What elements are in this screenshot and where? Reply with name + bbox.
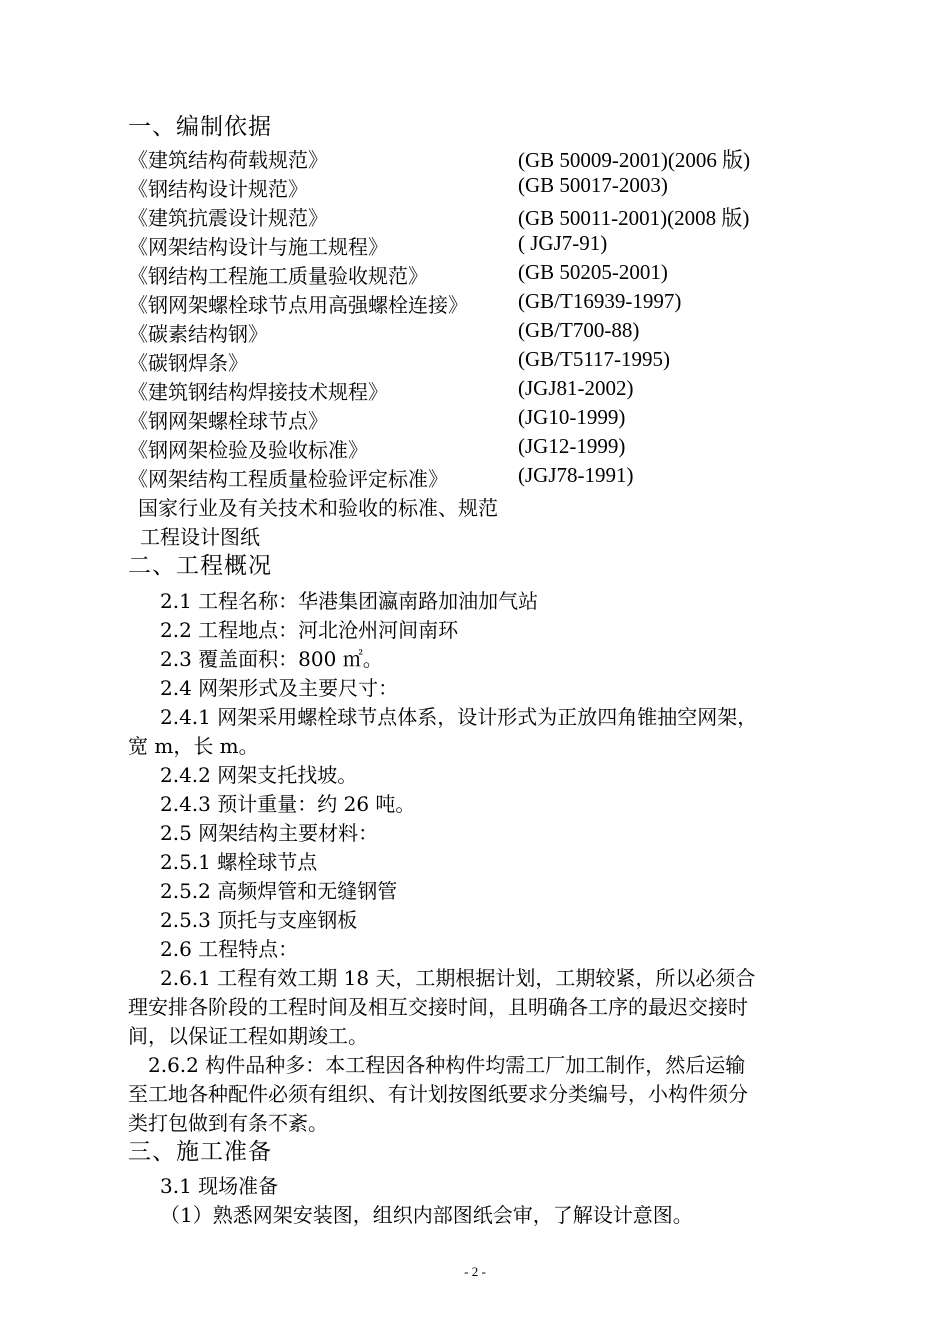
reference-row <box>128 318 828 347</box>
reference-title: 《碳素结构钢》 <box>128 322 268 346</box>
overview-item: 2.4 网架形式及主要尺寸： <box>160 676 399 700</box>
basis-extra-standards: 国家行业及有关技术和验收的标准、规范 <box>138 496 498 520</box>
overview-item: 2.4.2 网架支托找坡。 <box>160 763 358 787</box>
reference-title: 《钢网架螺栓球节点用高强螺栓连接》 <box>128 293 468 317</box>
reference-code: (JGJ78-1991) <box>518 463 634 487</box>
reference-title: 《网架结构设计与施工规程》 <box>128 235 388 259</box>
overview-item: 2.5.2 高频焊管和无缝钢管 <box>160 879 398 903</box>
reference-title: 《建筑结构荷载规范》 <box>128 148 328 172</box>
overview-item: 2.5 网架结构主要材料： <box>160 821 379 845</box>
reference-title: 《建筑钢结构焊接技术规程》 <box>128 380 388 404</box>
reference-row <box>128 434 828 463</box>
overview-paragraph-line: 间，以保证工程如期竣工。 <box>128 1024 368 1048</box>
overview-paragraph-line: 至工地各种配件必须有组织、有计划按图纸要求分类编号，小构件须分 <box>128 1082 748 1106</box>
overview-item: 2.3 覆盖面积：800 ㎡。 <box>160 647 383 671</box>
reference-code: (JG10-1999) <box>518 405 626 429</box>
overview-item: 2.5.1 螺栓球节点 <box>160 850 318 874</box>
section-heading-basis: 一、编制依据 <box>128 114 272 140</box>
overview-item-continuation: 宽 m，长 m。 <box>128 734 259 758</box>
reference-row <box>128 347 828 376</box>
reference-code: (GB 50205-2001) <box>518 260 668 284</box>
section-heading-preparation: 三、施工准备 <box>128 1139 272 1165</box>
overview-paragraph-line: 2.6.2 构件品种多：本工程因各种构件均需工厂加工制作，然后运输 <box>148 1053 746 1077</box>
reference-code: (GB/T700-88) <box>518 318 640 342</box>
overview-item: 2.6 工程特点： <box>160 937 299 961</box>
basis-extra-drawings: 工程设计图纸 <box>140 525 260 549</box>
reference-row <box>128 202 828 231</box>
reference-title: 《建筑抗震设计规范》 <box>128 206 328 230</box>
reference-code: (JG12-1999) <box>518 434 626 458</box>
reference-row <box>128 173 828 202</box>
reference-title: 《钢网架检验及验收标准》 <box>128 438 368 462</box>
reference-code: ( JGJ7-91) <box>518 231 608 255</box>
reference-code: (GB 50009-2001)(2006 版) <box>518 148 751 172</box>
overview-item: 2.5.3 顶托与支座钢板 <box>160 908 358 932</box>
reference-code: (GB 50011-2001)(2008 版) <box>518 206 750 230</box>
overview-item: 2.2 工程地点：河北沧州河间南环 <box>160 618 459 642</box>
overview-item: 2.1 工程名称：华港集团瀛南路加油加气站 <box>160 589 539 613</box>
reference-code: (GB 50017-2003) <box>518 173 668 197</box>
reference-title: 《碳钢焊条》 <box>128 351 248 375</box>
reference-title: 《网架结构工程质量检验评定标准》 <box>128 467 448 491</box>
reference-row <box>128 463 828 492</box>
reference-row <box>128 405 828 434</box>
reference-title: 《钢网架螺栓球节点》 <box>128 409 328 433</box>
page-number: - 2 - <box>464 1264 486 1279</box>
overview-item: 2.4.1 网架采用螺栓球节点体系，设计形式为正放四角锥抽空网架， <box>160 705 758 729</box>
overview-item: 2.4.3 预计重量：约 26 吨。 <box>160 792 416 816</box>
reference-row <box>128 231 828 260</box>
reference-title: 《钢结构设计规范》 <box>128 177 308 201</box>
reference-code: (GB/T16939-1997) <box>518 289 682 313</box>
reference-code: (GB/T5117-1995) <box>518 347 671 371</box>
overview-paragraph-line: 理安排各阶段的工程时间及相互交接时间，且明确各工序的最迟交接时 <box>128 995 748 1019</box>
reference-row <box>128 260 828 289</box>
reference-row <box>128 376 828 405</box>
preparation-item: （1）熟悉网架安装图，组织内部图纸会审，了解设计意图。 <box>160 1203 693 1227</box>
overview-paragraph-line: 类打包做到有条不紊。 <box>128 1111 328 1135</box>
preparation-item: 3.1 现场准备 <box>160 1174 279 1198</box>
reference-row <box>128 144 828 173</box>
reference-code: (JGJ81-2002) <box>518 376 634 400</box>
section-heading-overview: 二、工程概况 <box>128 553 272 579</box>
overview-paragraph-line: 2.6.1 工程有效工期 18 天，工期根据计划，工期较紧，所以必须合 <box>160 966 756 990</box>
reference-row <box>128 289 828 318</box>
reference-title: 《钢结构工程施工质量验收规范》 <box>128 264 428 288</box>
